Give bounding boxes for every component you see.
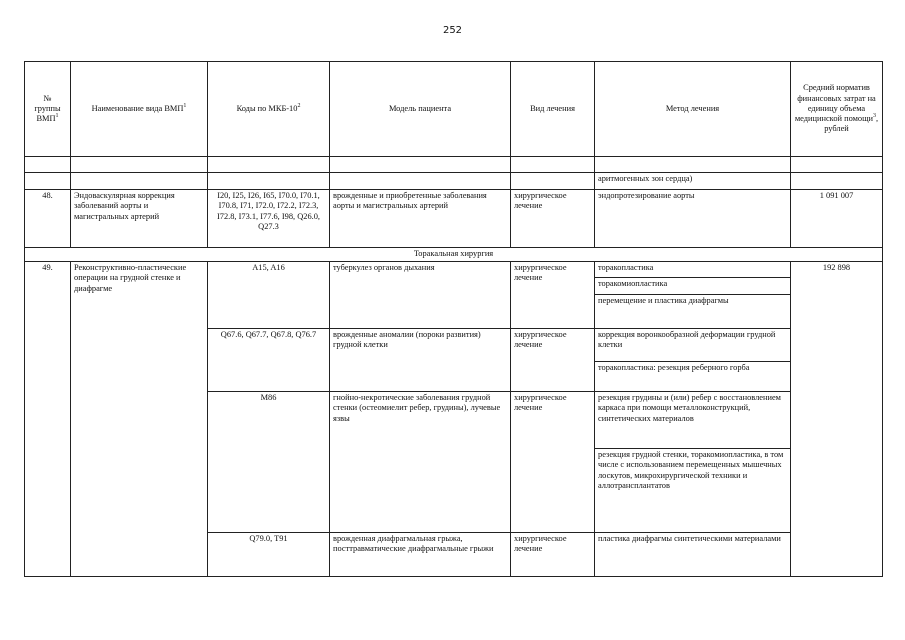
treatment-method: коррекция воронкообразной деформации грудной клетки	[595, 329, 791, 362]
section-title: Торакальная хирургия	[25, 248, 883, 262]
vmp-table	[24, 61, 883, 577]
continuation-method: аритмогенных зон сердца)	[595, 173, 791, 190]
table-row-49	[25, 262, 883, 278]
vmp-name: Реконструктивно-пластические операции на грудной стенке и диафрагме	[71, 262, 208, 577]
page-number: 252	[442, 25, 463, 36]
treatment-method: перемещение и пластика диафрагмы	[595, 295, 791, 329]
treatment-type: хирургическое лечение	[511, 392, 595, 533]
header-average-cost: Средний норматив финансовых затрат на единицу объема медицинской помощи$^3$, рублей	[791, 62, 883, 157]
treatment-method: резекция грудной стенки, торакомиопластика, в том числе с использованием перемещенных мышечных лоскутов, микрохирургической техники и аллотрансплантатов	[595, 449, 791, 533]
continuation-row	[25, 173, 883, 190]
group-number: 49.	[25, 262, 71, 577]
icd-codes: A15, A16	[208, 262, 330, 329]
empty-row	[25, 157, 883, 173]
header-treatment-method: Метод лечения	[595, 62, 791, 157]
patient-model: врожденные аномалии (пороки развития) грудной клетки	[330, 329, 511, 392]
table-row-48	[25, 190, 883, 248]
header-row	[25, 62, 883, 157]
patient-model: гнойно-некротические заболевания грудной стенки (остеомиелит ребер, грудины), лучевые язвы	[330, 392, 511, 533]
treatment-method: эндопротезирование аорты	[595, 190, 791, 248]
icd-codes: I20, I25, I26, I65, I70.0, I70.1, I70.8, I71, I72.0, I72.2, I72.3, I72.8, I73.1, I77.6, I98, Q26.0, Q27.3	[208, 190, 330, 248]
icd-codes: M86	[208, 392, 330, 533]
treatment-method: торакомиопластика	[595, 278, 791, 295]
section-row	[25, 248, 883, 262]
patient-model: врожденные и приобретенные заболевания аорты и магистральных артерий	[330, 190, 511, 248]
patient-model: врожденная диафрагмальная грыжа, посттравматические диафрагмальные грыжи	[330, 533, 511, 577]
header-patient-model: Модель пациента	[330, 62, 511, 157]
icd-codes: Q79.0, T91	[208, 533, 330, 577]
treatment-method: пластика диафрагмы синтетическими материалами	[595, 533, 791, 577]
treatment-type: хирургическое лечение	[511, 329, 595, 392]
treatment-method: торакопластика	[595, 262, 791, 278]
group-number: 48.	[25, 190, 71, 248]
header-group-number: № группы ВМП$^1$	[25, 62, 71, 157]
treatment-type: хирургическое лечение	[511, 262, 595, 329]
patient-model: туберкулез органов дыхания	[330, 262, 511, 329]
header-vmp-name: Наименование вида ВМП$^1$	[71, 62, 208, 157]
treatment-type: хирургическое лечение	[511, 533, 595, 577]
icd-codes: Q67.6, Q67.7, Q67.8, Q76.7	[208, 329, 330, 392]
treatment-type: хирургическое лечение	[511, 190, 595, 248]
treatment-method: торакопластика: резекция реберного горба	[595, 362, 791, 392]
treatment-method: резекция грудины и (или) ребер с восстановлением каркаса при помощи металлоконструкций, синтетических материалов	[595, 392, 791, 449]
vmp-name: Эндоваскулярная коррекция заболеваний аорты и магистральных артерий	[71, 190, 208, 248]
average-cost: 192 898	[791, 262, 883, 577]
header-icd-codes: Коды по МКБ-$10^2$	[208, 62, 330, 157]
average-cost: 1 091 007	[791, 190, 883, 248]
header-treatment-type: Вид лечения	[511, 62, 595, 157]
